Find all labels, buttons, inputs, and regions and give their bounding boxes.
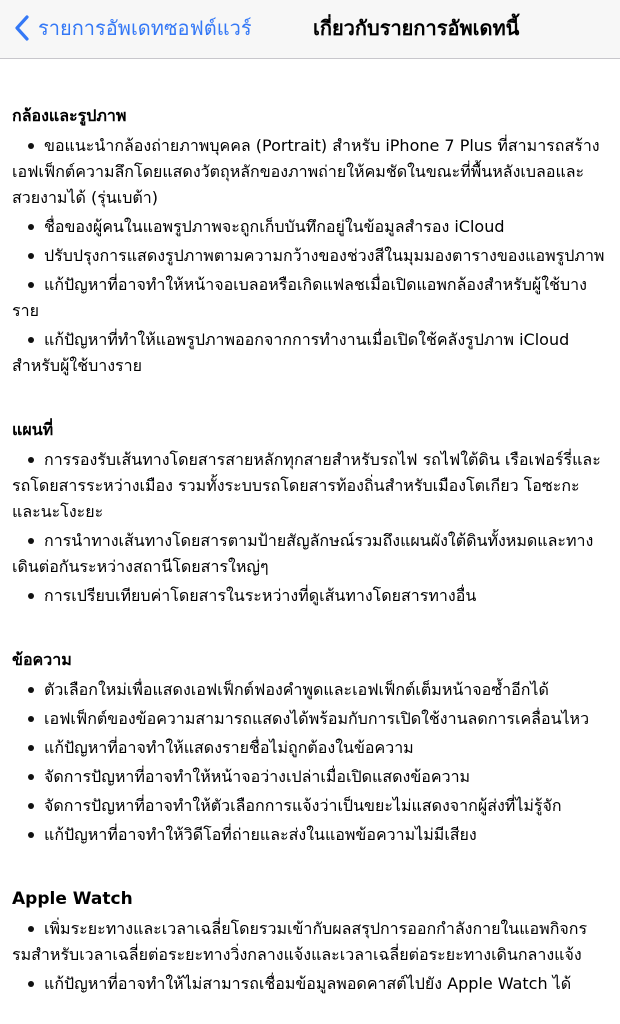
back-button-label[interactable]: รายการอัพเดทซอฟต์แวร์ <box>38 16 252 40</box>
section-maps <box>12 419 606 609</box>
list-item: ตัวเลือกใหม่เพื่อแสดงเอฟเฟ็กต์ฟองคำพูดและเอฟเฟ็กต์เต็มหน้าจอซ้ำอีกได้ <box>12 677 606 703</box>
bullet-icon <box>28 143 34 149</box>
list-item: ขอแนะนำกล้องถ่ายภาพบุคคล (Portrait) สำหรับ iPhone 7 Plus ที่สามารถสร้างเอฟเฟ็กต์ความลึกโดยแสดงวัตถุหลักของภาพถ่ายให้คมชัดในขณะที่พื้นหลังเบลอและสวยงามได้ (รุ่นเบต้า) <box>12 136 600 207</box>
bullet-icon <box>28 774 34 780</box>
list-item: แก้ปัญหาที่อาจทำให้ไม่สามารถเชื่อมข้อมูลพอดคาสต์ไปยัง Apple Watch ได้ <box>12 971 606 997</box>
page-title: เกี่ยวกับรายการอัพเดทนี้ <box>313 16 520 40</box>
bullet-icon <box>28 745 34 751</box>
bullet-icon <box>28 832 34 838</box>
bullet-icon <box>28 593 34 599</box>
release-notes-scroll-area[interactable] <box>0 59 620 1024</box>
section-title: ข้อความ <box>12 650 72 669</box>
list-item: แก้ปัญหาที่ทำให้แอพรูปภาพออกจากการทำงานเมื่อเปิดใช้คลังรูปภาพ iCloud สำหรับผู้ใช้บางราย <box>12 330 570 375</box>
list-item: จัดการปัญหาที่อาจทำให้หน้าจอว่างเปล่าเมื่อเปิดแสดงข้อความ <box>12 764 606 790</box>
list-item: การนำทางเส้นทางโดยสารตามป้ายสัญลักษณ์รวมถึงแผนผังใต้ดินทั้งหมดและทางเดินต่อกันระหว่างสถานีโดยสารใหญ่ๆ <box>12 531 594 576</box>
bullet-icon <box>28 803 34 809</box>
release-notes <box>0 59 620 997</box>
list-item: การเปรียบเทียบค่าโดยสารในระหว่างที่ดูเส้นทางโดยสารทางอื่น <box>12 583 606 609</box>
list-item: การรองรับเส้นทางโดยสารสายหลักทุกสายสำหรับรถไฟ รถไฟใต้ดิน เรือเฟอร์รี่และรถโดยสารระหว่างเมือง รวมทั้งระบบรถโดยสารท้องถิ่นสำหรับเมืองโตเกียว โอซะกะ และนะโงะยะ <box>12 450 601 521</box>
bullet-icon <box>28 253 34 259</box>
chevron-left-icon <box>14 14 30 42</box>
back-button[interactable] <box>14 8 252 48</box>
bullet-icon <box>28 538 34 544</box>
bullet-icon <box>28 337 34 343</box>
bullet-icon <box>28 716 34 722</box>
bullet-icon <box>28 282 34 288</box>
bullet-icon <box>28 981 34 987</box>
list-item: แก้ปัญหาที่อาจทำให้วิดีโอที่ถ่ายและส่งในแอพข้อความไม่มีเสียง <box>12 822 606 848</box>
list-item: ปรับปรุงการแสดงรูปภาพตามความกว้างของช่วงสีในมุมมองตารางของแอพรูปภาพ <box>12 243 606 269</box>
section-messages <box>12 649 606 848</box>
bullet-icon <box>28 687 34 693</box>
bullet-icon <box>28 926 34 932</box>
section-title: แผนที่ <box>12 420 54 439</box>
list-item: ชื่อของผู้คนในแอพรูปภาพจะถูกเก็บบันทึกอยู่ในข้อมูลสำรอง iCloud <box>12 214 606 240</box>
list-item: เอฟเฟ็กต์ของข้อความสามารถแสดงได้พร้อมกับการเปิดใช้งานลดการเคลื่อนไหว <box>12 706 606 732</box>
section-camera-photos <box>12 105 606 379</box>
list-item: เพิ่มระยะทางและเวลาเฉลี่ยโดยรวมเข้ากับผลสรุปการออกกำลังกายในแอพกิจกรรมสำหรับเวลาเฉลี่ยต่อระยะทางวิ่งกลางแจ้งและเวลาเฉลี่ยต่อระยะทางเดินกลางแจ้ง <box>12 919 588 964</box>
list-item: แก้ปัญหาที่อาจทำให้แสดงรายชื่อไม่ถูกต้องในข้อความ <box>12 735 606 761</box>
section-title: Apple Watch <box>12 889 133 909</box>
navigation-bar <box>0 0 620 59</box>
section-title: กล้องและรูปภาพ <box>12 106 127 125</box>
bullet-icon <box>28 224 34 230</box>
bullet-icon <box>28 457 34 463</box>
list-item: แก้ปัญหาที่อาจทำให้หน้าจอเบลอหรือเกิดแฟลชเมื่อเปิดแอพกล้องสำหรับผู้ใช้บางราย <box>12 275 587 320</box>
section-apple-watch <box>12 888 606 997</box>
list-item: จัดการปัญหาที่อาจทำให้ตัวเลือกการแจ้งว่าเป็นขยะไม่แสดงจากผู้ส่งที่ไม่รู้จัก <box>12 793 606 819</box>
